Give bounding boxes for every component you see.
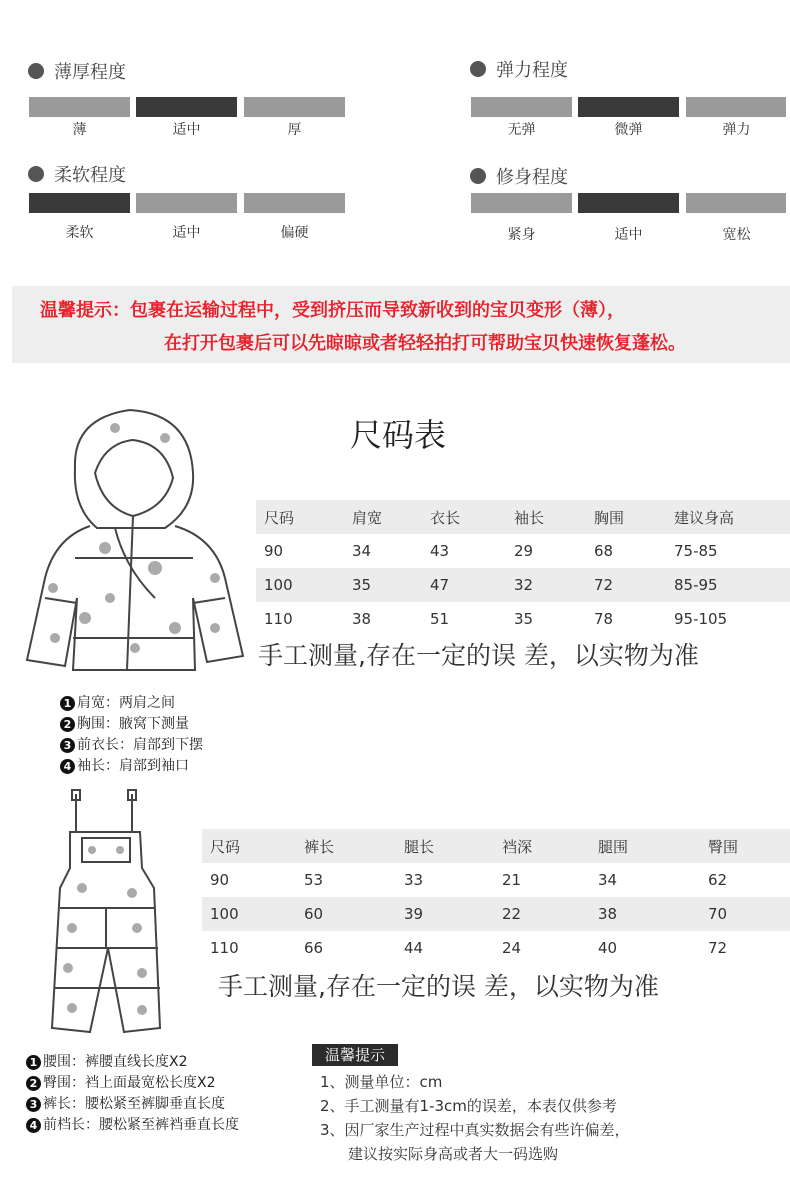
bullet-dot-icon: [470, 168, 486, 184]
table-header-row: [256, 500, 790, 534]
number-badge-icon: 2: [26, 1076, 41, 1091]
list-item: [60, 756, 203, 777]
table-cell: 72: [700, 931, 790, 965]
header-cell: 袖长: [506, 500, 586, 534]
bullet-dot-icon: [28, 166, 44, 182]
table-cell: 85-95: [666, 568, 790, 602]
header-cell: 裤长: [296, 829, 396, 863]
table-row: [256, 568, 790, 602]
table-cell: 66: [296, 931, 396, 965]
fit-bar-1: [578, 193, 679, 213]
warm-notice-line-2: 在打开包裹后可以先晾晾或者轻轻拍打可帮助宝贝快速恢复蓬松。: [164, 333, 686, 354]
table-cell: 21: [494, 863, 590, 897]
table-row: [256, 602, 790, 636]
list-item: [60, 714, 203, 735]
elasticity-bar-0: [471, 97, 572, 117]
tip-item: 建议按实际身高或者大一码选购: [348, 1145, 559, 1163]
table-cell: 51: [422, 602, 506, 636]
list-item: [60, 735, 203, 756]
table-cell: 34: [590, 863, 700, 897]
bullet-dot-icon: [470, 61, 486, 77]
tip-item: 3、因厂家生产过程中真实数据会有些许偏差，: [320, 1121, 630, 1139]
softness-bar-2: [244, 193, 345, 213]
number-badge-icon: 3: [26, 1097, 41, 1112]
table-row: [256, 534, 790, 568]
list-item-text: 前档长：腰松紧至裤裆垂直长度: [43, 1117, 239, 1133]
fit-label: 修身程度: [496, 167, 568, 188]
fit-option-1: 适中: [614, 227, 643, 243]
table-row: [202, 931, 790, 965]
table-cell: 47: [422, 568, 506, 602]
table-cell: 60: [296, 897, 396, 931]
elasticity-option-0: 无弹: [507, 122, 536, 138]
list-item: [26, 1115, 239, 1136]
table-cell: 100: [202, 897, 296, 931]
elasticity-option-2: 弹力: [722, 122, 751, 138]
list-item-text: 胸围：腋窝下测量: [77, 716, 189, 732]
header-cell: 胸围: [586, 500, 666, 534]
table-cell: 33: [396, 863, 494, 897]
thickness-option-0: 薄: [72, 122, 87, 138]
header-cell: 肩宽: [344, 500, 422, 534]
softness-option-0: 柔软: [65, 225, 94, 241]
elasticity-option-1: 微弹: [614, 122, 643, 138]
list-item: [60, 693, 203, 714]
table-cell: 35: [506, 602, 586, 636]
table-cell: 110: [202, 931, 296, 965]
table-cell: 22: [494, 897, 590, 931]
header-cell: 尺码: [202, 829, 296, 863]
table-header-row: [202, 829, 790, 863]
header-cell: 衣长: [422, 500, 506, 534]
number-badge-icon: 2: [60, 717, 75, 732]
header-cell: 臀围: [700, 829, 790, 863]
fit-bar-0: [471, 193, 572, 213]
table-cell: 35: [344, 568, 422, 602]
pants-measure-list: [26, 1052, 239, 1136]
header-cell: 建议身高: [666, 500, 790, 534]
thickness-option-1: 适中: [172, 122, 201, 138]
list-item: [26, 1073, 239, 1094]
list-item-text: 袖长：肩部到袖口: [77, 758, 189, 774]
table-cell: 53: [296, 863, 396, 897]
table-cell: 78: [586, 602, 666, 636]
table-cell: 110: [256, 602, 344, 636]
header-cell: 裆深: [494, 829, 590, 863]
number-badge-icon: 4: [60, 759, 75, 774]
list-item-text: 腰围：裤腰直线长度X2: [43, 1054, 188, 1070]
measure-note-pants: 手工测量,存在一定的误 差，以实物为准: [218, 972, 659, 1001]
warm-notice-banner: [12, 286, 790, 363]
tip-item: 1、测量单位：cm: [320, 1073, 443, 1091]
header-cell: 腿长: [396, 829, 494, 863]
thickness-title: [28, 58, 126, 84]
elasticity-label: 弹力程度: [496, 60, 568, 81]
list-item-text: 裤长：腰松紧至裤脚垂直长度: [43, 1096, 225, 1112]
header-cell: 腿围: [590, 829, 700, 863]
warm-notice-line-1: 温馨提示：包裹在运输过程中，受到挤压而导致新收到的宝贝变形（薄），: [40, 300, 625, 321]
table-cell: 100: [256, 568, 344, 602]
table-cell: 34: [344, 534, 422, 568]
tips-list: [320, 1070, 630, 1166]
thickness-label: 薄厚程度: [54, 62, 126, 83]
elasticity-title: [470, 56, 568, 82]
table-cell: 90: [202, 863, 296, 897]
thickness-option-2: 厚: [287, 122, 302, 138]
table-cell: 43: [422, 534, 506, 568]
table-cell: 72: [586, 568, 666, 602]
number-badge-icon: 3: [60, 738, 75, 753]
elasticity-bar-2: [686, 97, 786, 117]
fit-title: [470, 163, 568, 189]
table-cell: 68: [586, 534, 666, 568]
list-item-text: 肩宽：两肩之间: [77, 695, 175, 711]
number-badge-icon: 1: [60, 696, 75, 711]
size-chart-title: 尺码表: [350, 416, 447, 454]
table-cell: 40: [590, 931, 700, 965]
list-item: [26, 1052, 239, 1073]
measure-note-jacket: 手工测量,存在一定的误 差，以实物为准: [258, 641, 699, 670]
thickness-bar-0: [29, 97, 130, 117]
table-cell: 38: [344, 602, 422, 636]
fit-bar-2: [686, 193, 786, 213]
softness-label: 柔软程度: [54, 165, 126, 186]
table-cell: 38: [590, 897, 700, 931]
number-badge-icon: 1: [26, 1055, 41, 1070]
table-cell: 95-105: [666, 602, 790, 636]
tip-item: 2、手工测量有1-3cm的误差，本表仅供参考: [320, 1097, 617, 1115]
header-cell: 尺码: [256, 500, 344, 534]
thickness-bar-2: [244, 97, 345, 117]
softness-bar-1: [136, 193, 237, 213]
jacket-size-table: [256, 500, 790, 636]
softness-title: [28, 161, 126, 187]
table-cell: 70: [700, 897, 790, 931]
table-cell: 75-85: [666, 534, 790, 568]
table-cell: 32: [506, 568, 586, 602]
fit-option-0: 紧身: [507, 227, 536, 243]
thickness-bar-1: [136, 97, 237, 117]
number-badge-icon: 4: [26, 1118, 41, 1133]
table-row: [202, 897, 790, 931]
softness-option-1: 适中: [172, 225, 201, 241]
softness-option-2: 偏硬: [280, 225, 309, 241]
table-cell: 29: [506, 534, 586, 568]
table-cell: 44: [396, 931, 494, 965]
elasticity-bar-1: [578, 97, 679, 117]
tips-badge: 温馨提示: [312, 1044, 398, 1066]
table-cell: 90: [256, 534, 344, 568]
bullet-dot-icon: [28, 63, 44, 79]
table-row: [202, 863, 790, 897]
jacket-sketch-image: [15, 398, 250, 680]
jacket-measure-list: [60, 693, 203, 777]
softness-bar-0: [29, 193, 130, 213]
table-cell: 62: [700, 863, 790, 897]
fit-option-2: 宽松: [722, 227, 751, 243]
list-item: [26, 1094, 239, 1115]
overalls-sketch-image: [42, 788, 172, 1044]
list-item-text: 臀围：裆上面最宽松长度X2: [43, 1075, 216, 1091]
table-cell: 39: [396, 897, 494, 931]
pants-size-table: [202, 829, 790, 965]
list-item-text: 前衣长：肩部到下摆: [77, 737, 203, 753]
table-cell: 24: [494, 931, 590, 965]
